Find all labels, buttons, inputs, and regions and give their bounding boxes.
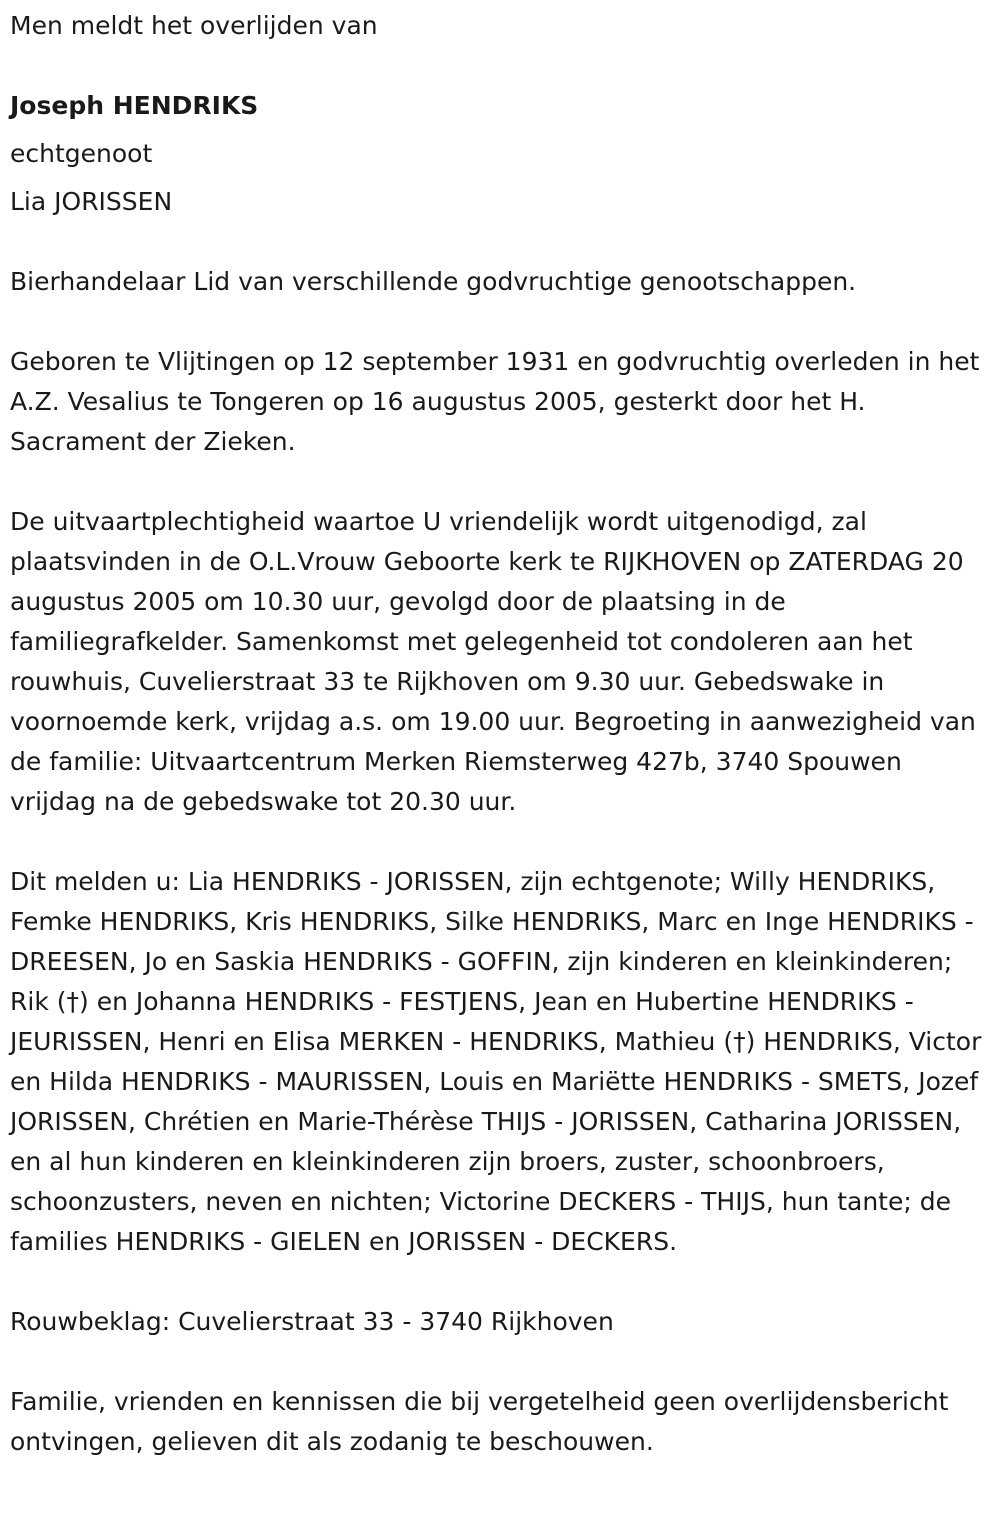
closing-paragraph: Familie, vrienden en kennissen die bij vergetelheid geen overlijdensbericht ontvingen, gelieven dit als zodanig te beschouwen. bbox=[10, 1387, 949, 1456]
family-paragraph: Dit melden u: Lia HENDRIKS - JORISSEN, zijn echtgenote; Willy HENDRIKS, Femke HENDRIKS, Kris HENDRIKS, Silke HENDRIKS, Marc en Inge HENDRIKS - DREESEN, Jo en Saskia HENDRIKS - GOFFIN, zijn kinderen en kleinkinderen; Rik (†) en Johanna HENDRIKS - FESTJENS, Jean en Hubertine HENDRIKS - JEURISSEN, Henri en Elisa MERKEN - HENDRIKS, Mathieu (†) HENDRIKS, Victor en Hilda HENDRIKS - MAURISSEN, Louis en Mariëtte HENDRIKS - SMETS, Jozef JORISSEN, Chrétien en Marie-Thérèse THIJS - JORISSEN, Catharina JORISSEN, en al hun kinderen en kleinkinderen zijn broers, zuster, schoonbroers, schoonzusters, neven en nichten; Victorine DECKERS - THIJS, hun tante; de families HENDRIKS - GIELEN en JORISSEN - DECKERS. bbox=[10, 867, 982, 1256]
spacer bbox=[10, 1262, 992, 1302]
spacer bbox=[10, 302, 992, 342]
spacer bbox=[10, 822, 992, 862]
occupation-text: Bierhandelaar Lid van verschillende godvruchtige genootschappen. bbox=[10, 267, 857, 296]
spacer bbox=[10, 462, 992, 502]
intro-text: Men meldt het overlijden van bbox=[10, 11, 378, 40]
spouse-name: Lia JORISSEN bbox=[10, 187, 173, 216]
relation-text: echtgenoot bbox=[10, 139, 153, 168]
deceased-name: Joseph HENDRIKS bbox=[10, 91, 259, 120]
spacer bbox=[10, 222, 992, 262]
funeral-paragraph: De uitvaartplechtigheid waartoe U vriendelijk wordt uitgenodigd, zal plaatsvinden in de O.L.Vrouw Geboorte kerk te RIJKHOVEN op ZATERDAG 20 augustus 2005 om 10.30 uur, gevolgd door de plaatsing in de familiegrafkelder. Samenkomst met gelegenheid tot condoleren aan het rouwhuis, Cuvelierstraat 33 te Rijkhoven om 9.30 uur. Gebedswake in voornoemde kerk, vrijdag a.s. om 19.00 uur. Begroeting in aanwezigheid van de familie: Uitvaartcentrum Merken Riemsterweg 427b, 3740 Spouwen vrijdag na de gebedswake tot 20.30 uur. bbox=[10, 507, 976, 816]
spacer bbox=[10, 1342, 992, 1382]
death-notice bbox=[10, 6, 992, 1462]
birth-death-paragraph: Geboren te Vlijtingen op 12 september 1931 en godvruchtig overleden in het A.Z. Vesalius te Tongeren op 16 augustus 2005, gesterkt door het H. Sacrament der Zieken. bbox=[10, 347, 980, 456]
condolence-address: Rouwbeklag: Cuvelierstraat 33 - 3740 Rijkhoven bbox=[10, 1307, 614, 1336]
